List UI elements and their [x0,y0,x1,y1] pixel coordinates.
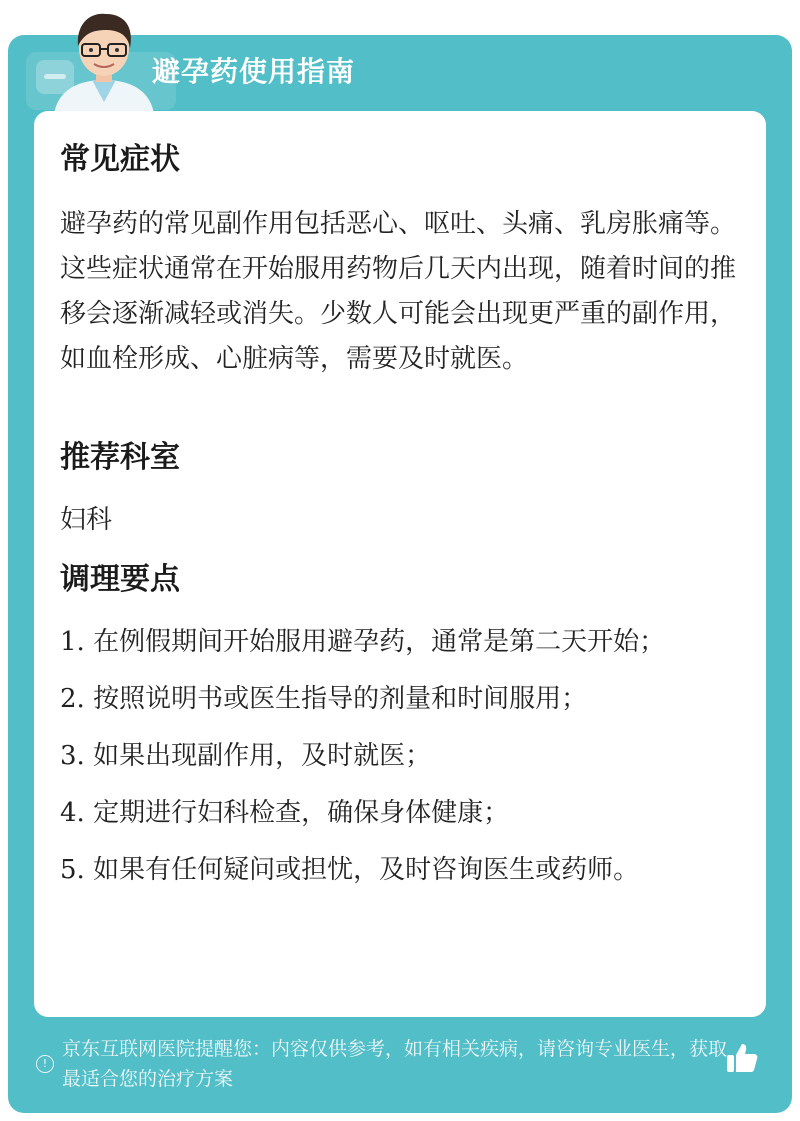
section-title-department: 推荐科室 [60,440,180,475]
list-item: 4. 定期进行妇科检查，确保身体健康； [60,798,510,828]
section-body-symptoms: 避孕药的常见副作用包括恶心、呕吐、头痛、乳房胀痛等。这些症状通常在开始服用药物后几天内出现，随着时间的推移会逐渐减轻或消失。少数人可能会出现更严重的副作用，如血栓形成、心脏病等，需要及时就医。 [60,209,737,374]
info-icon: ! [36,1055,54,1073]
section-title-symptoms: 常见症状 [60,142,180,177]
footer-notice: 京东互联网医院提醒您：内容仅供参考，如有相关疾病，请咨询专业医生，获取最适合您的治疗方案 [62,1038,728,1090]
list-item: 2. 按照说明书或医生指导的剂量和时间服用； [60,684,588,714]
section-title-care: 调理要点 [60,562,180,597]
doctor-avatar-icon [44,6,164,114]
thumbs-up-icon[interactable] [724,1040,760,1076]
section-body-department: 妇科 [60,505,113,535]
list-item: 5. 如果有任何疑问或担忧，及时咨询医生或药师。 [60,855,640,885]
care-list [60,620,740,893]
list-item: 3. 如果出现副作用，及时就医； [60,741,432,771]
list-item: 1. 在例假期间开始服用避孕药，通常是第二天开始； [60,627,666,657]
page-title: 避孕药使用指南 [152,55,356,88]
